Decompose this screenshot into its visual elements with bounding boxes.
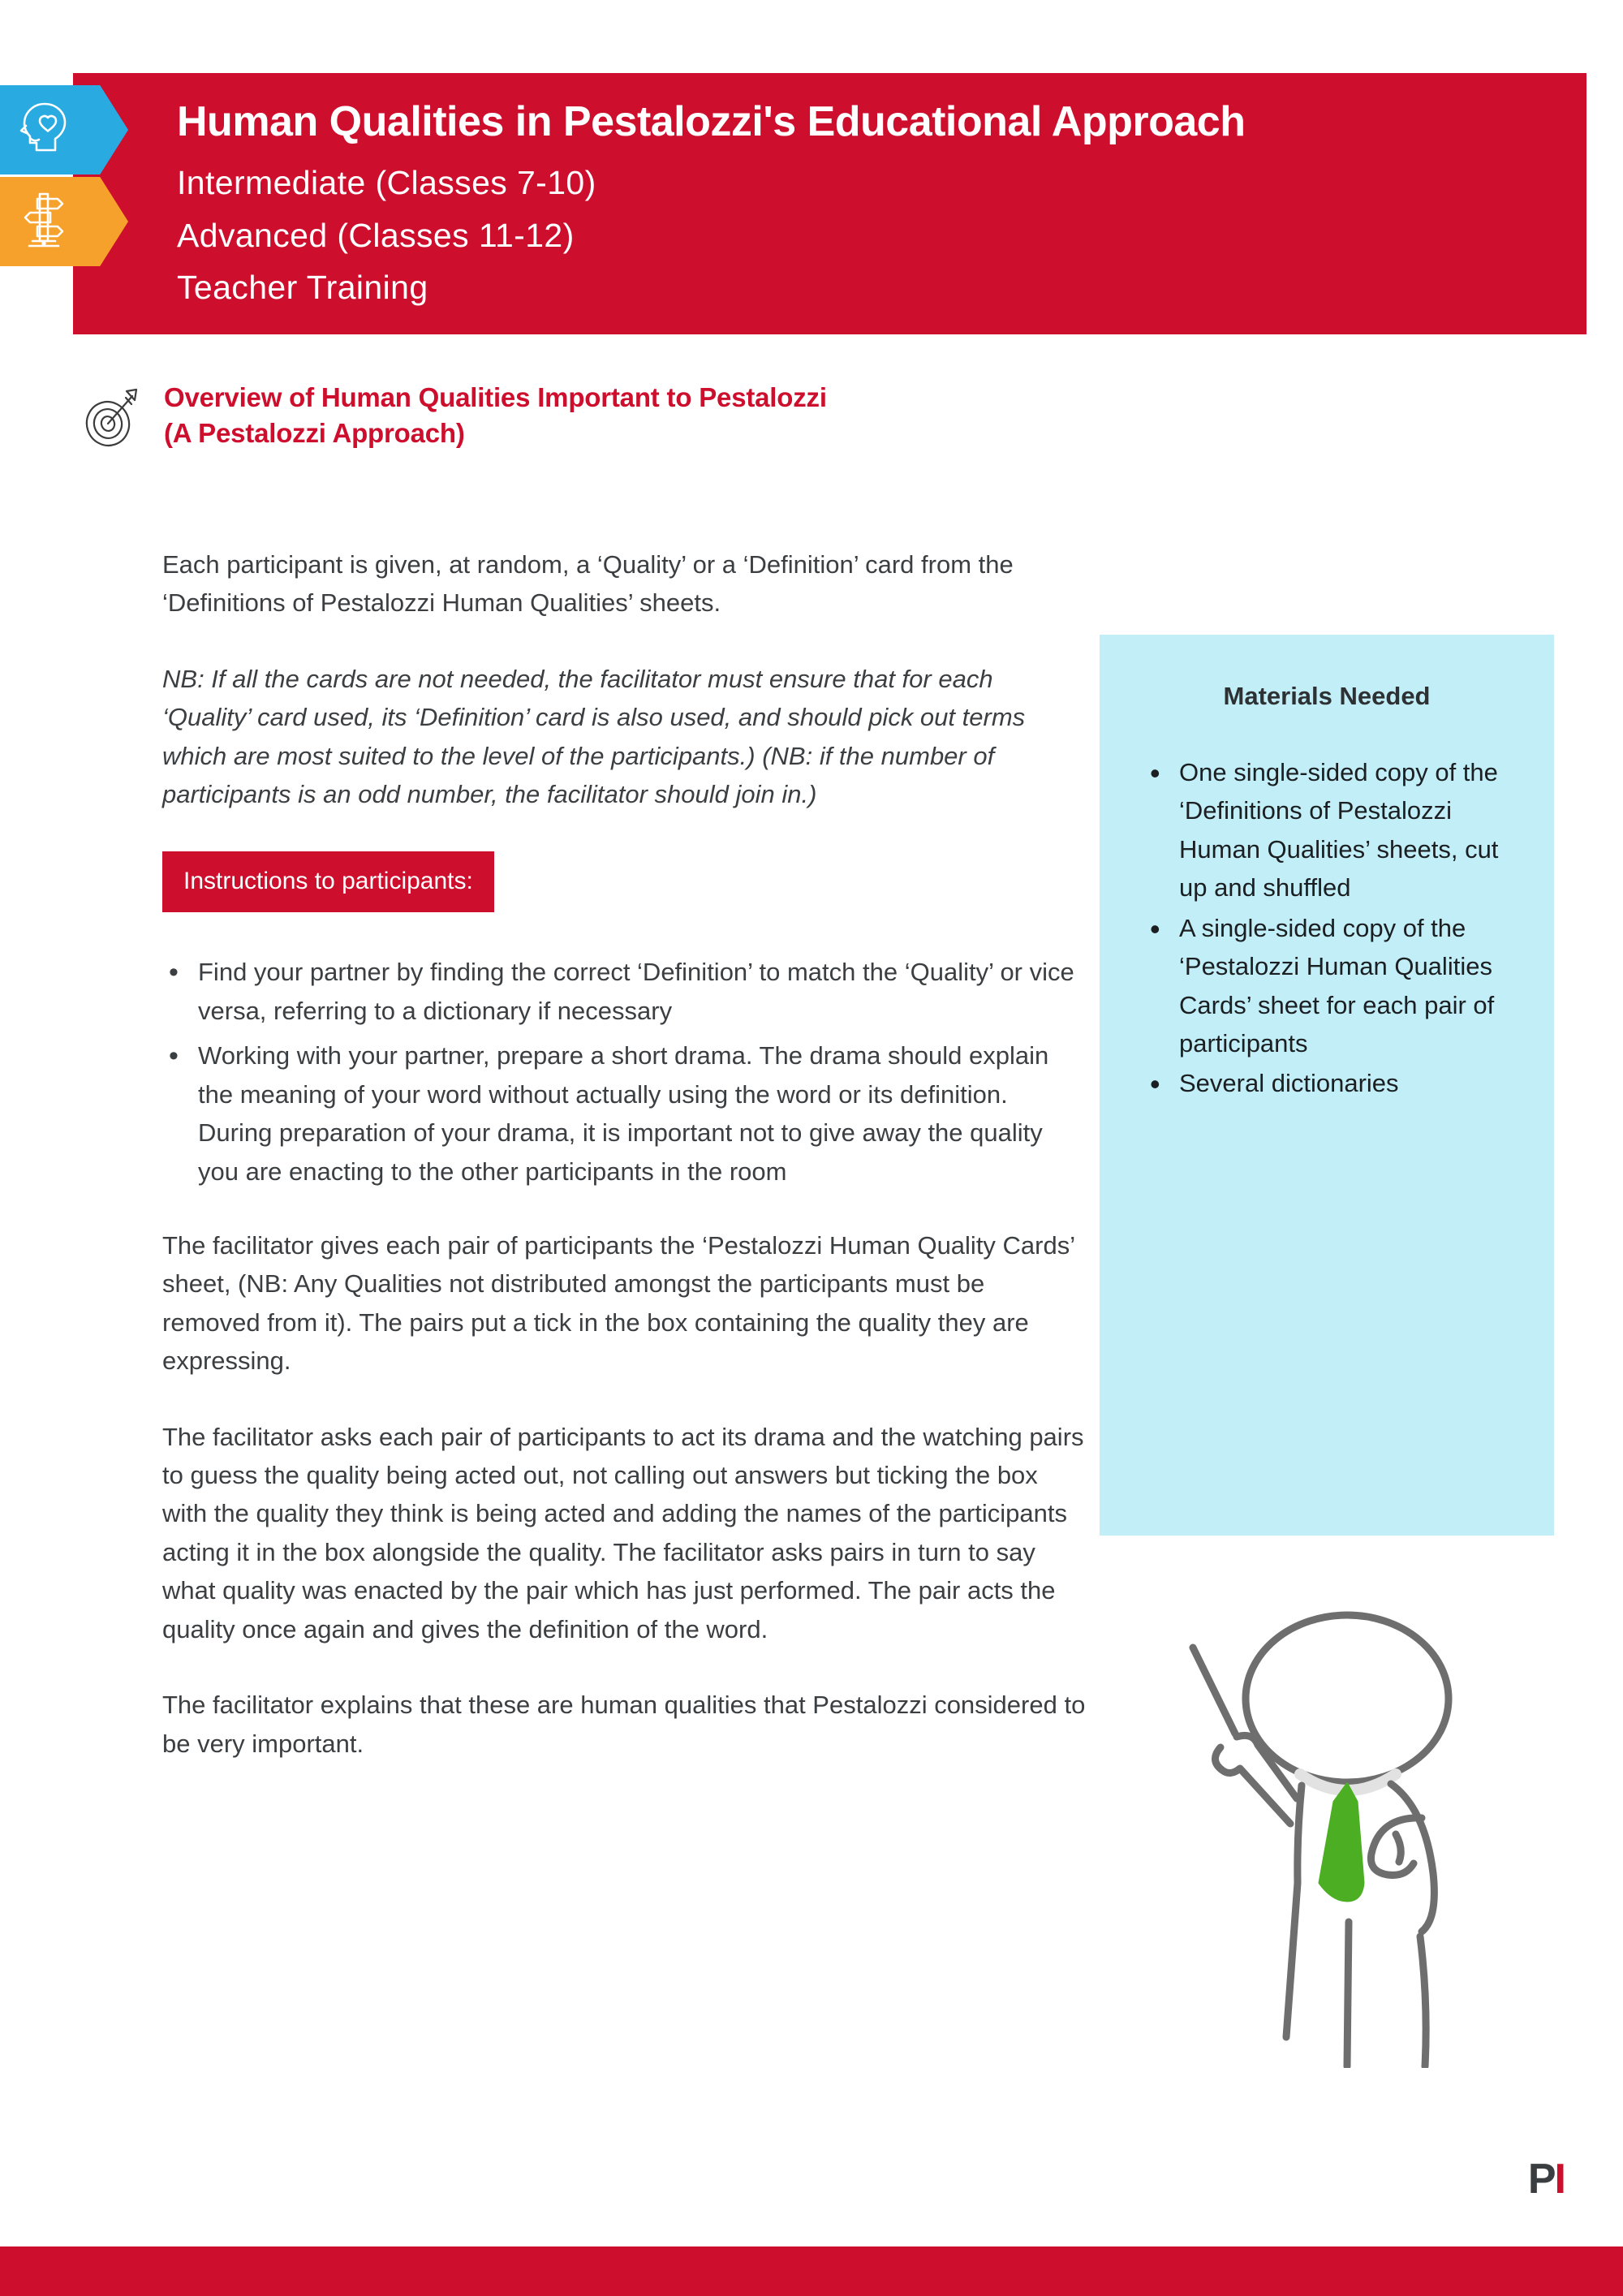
header-subtitle-intermediate: Intermediate (Classes 7-10) [177, 164, 596, 201]
header-banner [73, 73, 1586, 334]
materials-needed-title: Materials Needed [1223, 682, 1431, 710]
list-item: • Working with your partner, prepare a short drama. The drama should explain the meaning of your word without actually using the word or its definition. During preparation of your drama, it is important not to give away the quality you are enacting to the other participants in the room [162, 1036, 1087, 1191]
materials-needed-list [1132, 753, 1522, 1103]
section-heading [81, 380, 1217, 454]
teacher-with-pointer-illustration [1178, 1597, 1519, 2068]
intro-paragraph: Each participant is given, at random, a ‘Quality’ or a ‘Definition’ card from the ‘Definitions of Pestalozzi Human Qualities’ sheets. [162, 550, 1014, 618]
pi-logo-letter-i: I [1554, 2156, 1565, 2203]
header-subtitle-advanced: Advanced (Classes 11-12) [177, 217, 575, 254]
section-heading-line-1: Overview of Human Qualities Important to Pestalozzi [164, 382, 827, 412]
list-item: • A single-sided copy of the ‘Pestalozzi Human Qualities Cards’ sheet for each pair of participants [1143, 909, 1522, 1063]
instructions-chip: Instructions to participants: [162, 851, 494, 913]
page-title: Human Qualities in Pestalozzi's Educational Approach [177, 98, 1246, 145]
instruction-bullet-list [162, 953, 1087, 1191]
nb-note-paragraph: NB: If all the cards are not needed, the facilitator must ensure that for each ‘Quality’ card used, its ‘Definition’ card is also used, and should pick out terms which are most suited to the level of the participants.) (NB: if the number of participants is an odd number, the facilitator should join in.) [162, 664, 1026, 809]
body-content-column [162, 545, 1087, 1800]
cards-distribution-paragraph: The facilitator gives each pair of participants the ‘Pestalozzi Human Quality Cards’ sheet, (NB: Any Qualities not distributed amongst the participants must be removed from it). The pairs put a tick in the box containing the quality they are expressing. [162, 1230, 1074, 1376]
section-heading-text [164, 380, 827, 451]
list-item: • One single-sided copy of the ‘Definitions of Pestalozzi Human Qualities’ sheets, cut up and shuffled [1143, 753, 1522, 907]
list-item: • Find your partner by finding the correct ‘Definition’ to match the ‘Quality’ or vice versa, referring to a dictionary if necessary [162, 953, 1087, 1030]
pi-logo-letter-p: P [1527, 2156, 1555, 2203]
closing-paragraph: The facilitator explains that these are human qualities that Pestalozzi considered to be very important. [162, 1691, 1086, 1758]
head-with-heart-icon [0, 101, 70, 159]
list-item: • Several dictionaries [1143, 1064, 1522, 1102]
target-with-arrow-icon [81, 386, 141, 454]
pi-logo [1527, 2156, 1565, 2203]
materials-needed-panel [1100, 635, 1554, 1536]
section-heading-line-2: (A Pestalozzi Approach) [164, 417, 465, 448]
footer-accent-bar [0, 2246, 1623, 2296]
header-subtitle-teacher-training: Teacher Training [177, 269, 428, 306]
signpost-icon [0, 192, 68, 252]
acting-drama-paragraph: The facilitator asks each pair of participants to act its drama and the watching pairs to guess the quality being acted out, not calling out answers but ticking the box with the quality they think is being acted and adding the names of the participants acting it in the box alongside the quality. The facilitator asks pairs in turn to say what quality was enacted by the pair which has just performed. The pair acts the quality once again and gives the definition of the word. [162, 1422, 1084, 1643]
